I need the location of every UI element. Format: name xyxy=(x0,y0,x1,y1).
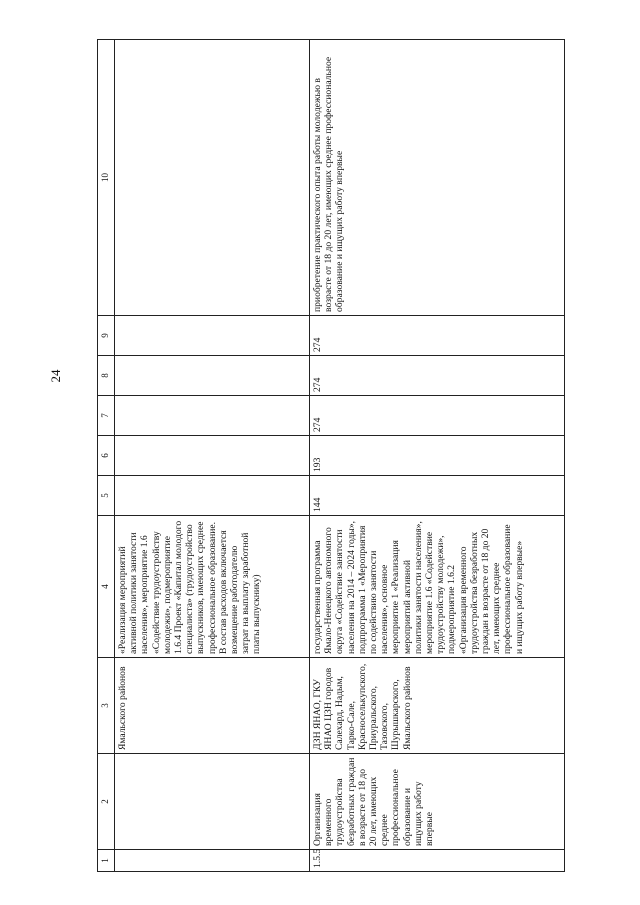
cell-program: государственная программа Ямало-Ненецкого автономного округа «Содействие занятости населения на 2014 – 2024 годы», подпрограмма 1 «Мероприятия по содействию занятости населения», основное мероприятие 1 «Реализация мероприятий активной политики занятости населения», мероприятие 1.6 «Содействие трудоустройству молодежи», подмероприятие 1.6.2 «Организация временного трудоустройства безработных граждан в возрасте от 18 до 20 лет, имеющих среднее профессиональное образование и ищущих работу впервые» xyxy=(310,516,565,658)
cell-value xyxy=(115,356,310,396)
column-header: 10 xyxy=(98,40,115,316)
cell-result xyxy=(115,40,310,316)
column-header: 2 xyxy=(98,754,115,850)
cell-value xyxy=(115,436,310,476)
cell-value: 144 xyxy=(310,476,565,516)
table-row xyxy=(310,40,565,872)
cell-activity xyxy=(115,754,310,850)
cell-number: 1.5.5 xyxy=(310,850,565,872)
cell-value: 193 xyxy=(310,436,565,476)
rotated-table xyxy=(97,40,555,872)
column-header: 9 xyxy=(98,316,115,356)
column-header: 8 xyxy=(98,356,115,396)
column-header: 5 xyxy=(98,476,115,516)
cell-number xyxy=(115,850,310,872)
data-table xyxy=(97,39,565,872)
table-container xyxy=(97,40,555,872)
cell-value: 274 xyxy=(310,356,565,396)
cell-value: 274 xyxy=(310,396,565,436)
column-header: 4 xyxy=(98,516,115,658)
column-header: 3 xyxy=(98,658,115,754)
cell-executor: Ямальского районов xyxy=(115,658,310,754)
table-row xyxy=(115,40,310,872)
cell-activity: Организация временного трудоустройства безработных граждан в возрасте от 18 до 20 лет, имеющих среднее профессиональное образование и ищущих работу впервые xyxy=(310,754,565,850)
cell-result: приобретение практического опыта работы молодежью в возрасте от 18 до 20 лет, имеющих среднее профессиональное образование и ищущих работу впервые xyxy=(310,40,565,316)
cell-value xyxy=(115,396,310,436)
page-number: 24 xyxy=(48,369,63,383)
column-header: 7 xyxy=(98,396,115,436)
cell-value: 274 xyxy=(310,316,565,356)
header-row xyxy=(98,40,115,872)
cell-program: «Реализация мероприятий активной политики занятости населения», мероприятие 1.6 «Содействие трудоустройству молодежи», подмероприятие 1.6.4 Проект «Капитал молодого специалиста» (трудоустройство выпускников, имеющих среднее профессиональное образование. В состав расходов включается возмещение работодателю затрат на выплату заработной платы выпускнику) xyxy=(115,516,310,658)
column-header: 1 xyxy=(98,850,115,872)
cell-value xyxy=(115,476,310,516)
cell-executor: ДЗН ЯНАО, ГКУ ЯНАО ЦЗН городов Салехард, Надым, Тарко-Сале, Красноселькупского, Приуральского, Тазовского, Шурышкарского, Ямальского районов xyxy=(310,658,565,754)
column-header: 6 xyxy=(98,436,115,476)
cell-value xyxy=(115,316,310,356)
